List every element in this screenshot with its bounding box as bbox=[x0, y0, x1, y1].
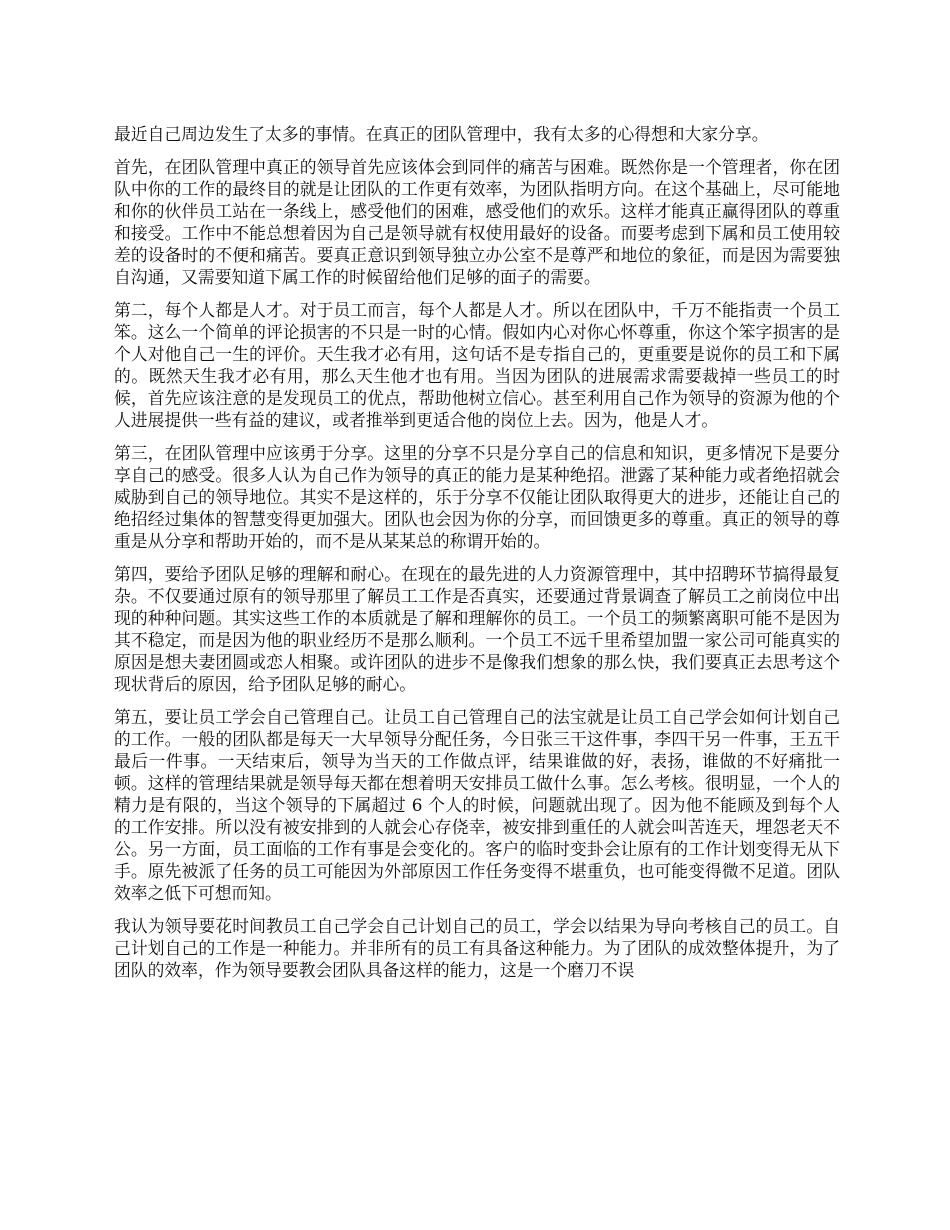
paragraph-fifth: 第五，要让员工学会自己管理自己。让员工自己管理自己的法宝就是让员工自己学会如何计划自己的工作。一般的团队都是每天一大早领导分配任务，今日张三干这件事，李四干另一件事，王五干最后一件事。一天结束后，领导为当天的工作做点评，结果谁做的好，表扬，谁做的不好痛批一顿。这样的管理结果就是领导每天都在想着明天安排员工做什么事。怎么考核。很明显，一个人的精力是有限的，当这个领导的下属超过 6 个人的时候，问题就出现了。因为他不能顾及到每个人的工作安排。所以没有被安排到的人就会心存侥幸，被安排到重任的人就会叫苦连天，埋怨老天不公。另一方面，员工面临的工作有事是会变化的。客户的临时变卦会让原有的工作计划变得无从下手。原先被派了任务的员工可能因为外部原因工作任务变得不堪重负，也可能变得微不足道。团队效率之低下可想而知。 bbox=[114, 707, 840, 903]
paragraph-intro: 最近自己周边发生了太多的事情。在真正的团队管理中，我有太多的心得想和大家分享。 bbox=[114, 124, 769, 144]
paragraph-second: 第二，每个人都是人才。对于员工而言，每个人都是人才。所以在团队中，千万不能指责一个员工笨。这么一个简单的评论损害的不只是一时的心情。假如内心对你心怀尊重，你这个笨字损害的是个人对他自己一生的评价。天生我才必有用，这句话不是专指自己的，更重要是说你的员工和下属的。既然天生我才必有用，那么天生他才也有用。当因为团队的进展需求需要裁掉一些员工的时候，首先应该注意的是发现员工的优点，帮助他树立信心。甚至利用自己作为领导的资源为他的个人进展提供一些有益的建议，或者推举到更适合他的岗位上去。因为，他是人才。 bbox=[114, 300, 840, 430]
document-body bbox=[114, 123, 840, 992]
paragraph-first: 首先，在团队管理中真正的领导首先应该体会到同伴的痛苦与困难。既然你是一个管理者，你在团队中你的工作的最终目的就是让团队的工作更有效率，为团队指明方向。在这个基础上，尽可能地和你的伙伴员工站在一条线上，感受他们的困难，感受他们的欢乐。这样才能真正赢得团队的尊重和接受。工作中不能总想着因为自己是领导就有权使用最好的设备。而要考虑到下属和员工使用较差的设备时的不便和痛苦。要真正意识到领导独立办公室不是尊严和地位的象征，而是因为需要独自沟通，又需要知道下属工作的时候留给他们足够的面子的需要。 bbox=[114, 157, 840, 287]
paragraph-fourth: 第四，要给予团队足够的理解和耐心。在现在的最先进的人力资源管理中，其中招聘环节搞得最复杂。不仅要通过原有的领导那里了解员工工作是否真实，还要通过背景调查了解员工之前岗位中出现的种种问题。其实这些工作的本质就是了解和理解你的员工。一个员工的频繁离职可能不是因为其不稳定，而是因为他的职业经历不是那么顺利。一个员工不远千里希望加盟一家公司可能真实的原因是想夫妻团圆或恋人相聚。或许团队的进步不是像我们想象的那么快，我们要真正去思考这个现状背后的原因，给予团队足够的耐心。 bbox=[114, 564, 840, 694]
paragraph-conclusion: 我认为领导要花时间教员工自己学会自己计划自己的员工，学会以结果为导向考核自己的员工。自己计划自己的工作是一种能力。并非所有的员工有具备这种能力。为了团队的成效整体提升，为了团队的效率，作为领导要教会团队具备这样的能力，这是一个磨刀不误 bbox=[114, 916, 840, 980]
paragraph-third: 第三，在团队管理中应该勇于分享。这里的分享不只是分享自己的信息和知识，更多情况下是要分享自己的感受。很多人认为自己作为领导的真正的能力是某种绝招。泄露了某种能力或者绝招就会威胁到自己的领导地位。其实不是这样的，乐于分享不仅能让团队取得更大的进步，还能让自己的绝招经过集体的智慧变得更加强大。团队也会因为你的分享，而回馈更多的尊重。真正的领导的尊重是从分享和帮助开始的，而不是从某某总的称谓开始的。 bbox=[114, 443, 840, 551]
